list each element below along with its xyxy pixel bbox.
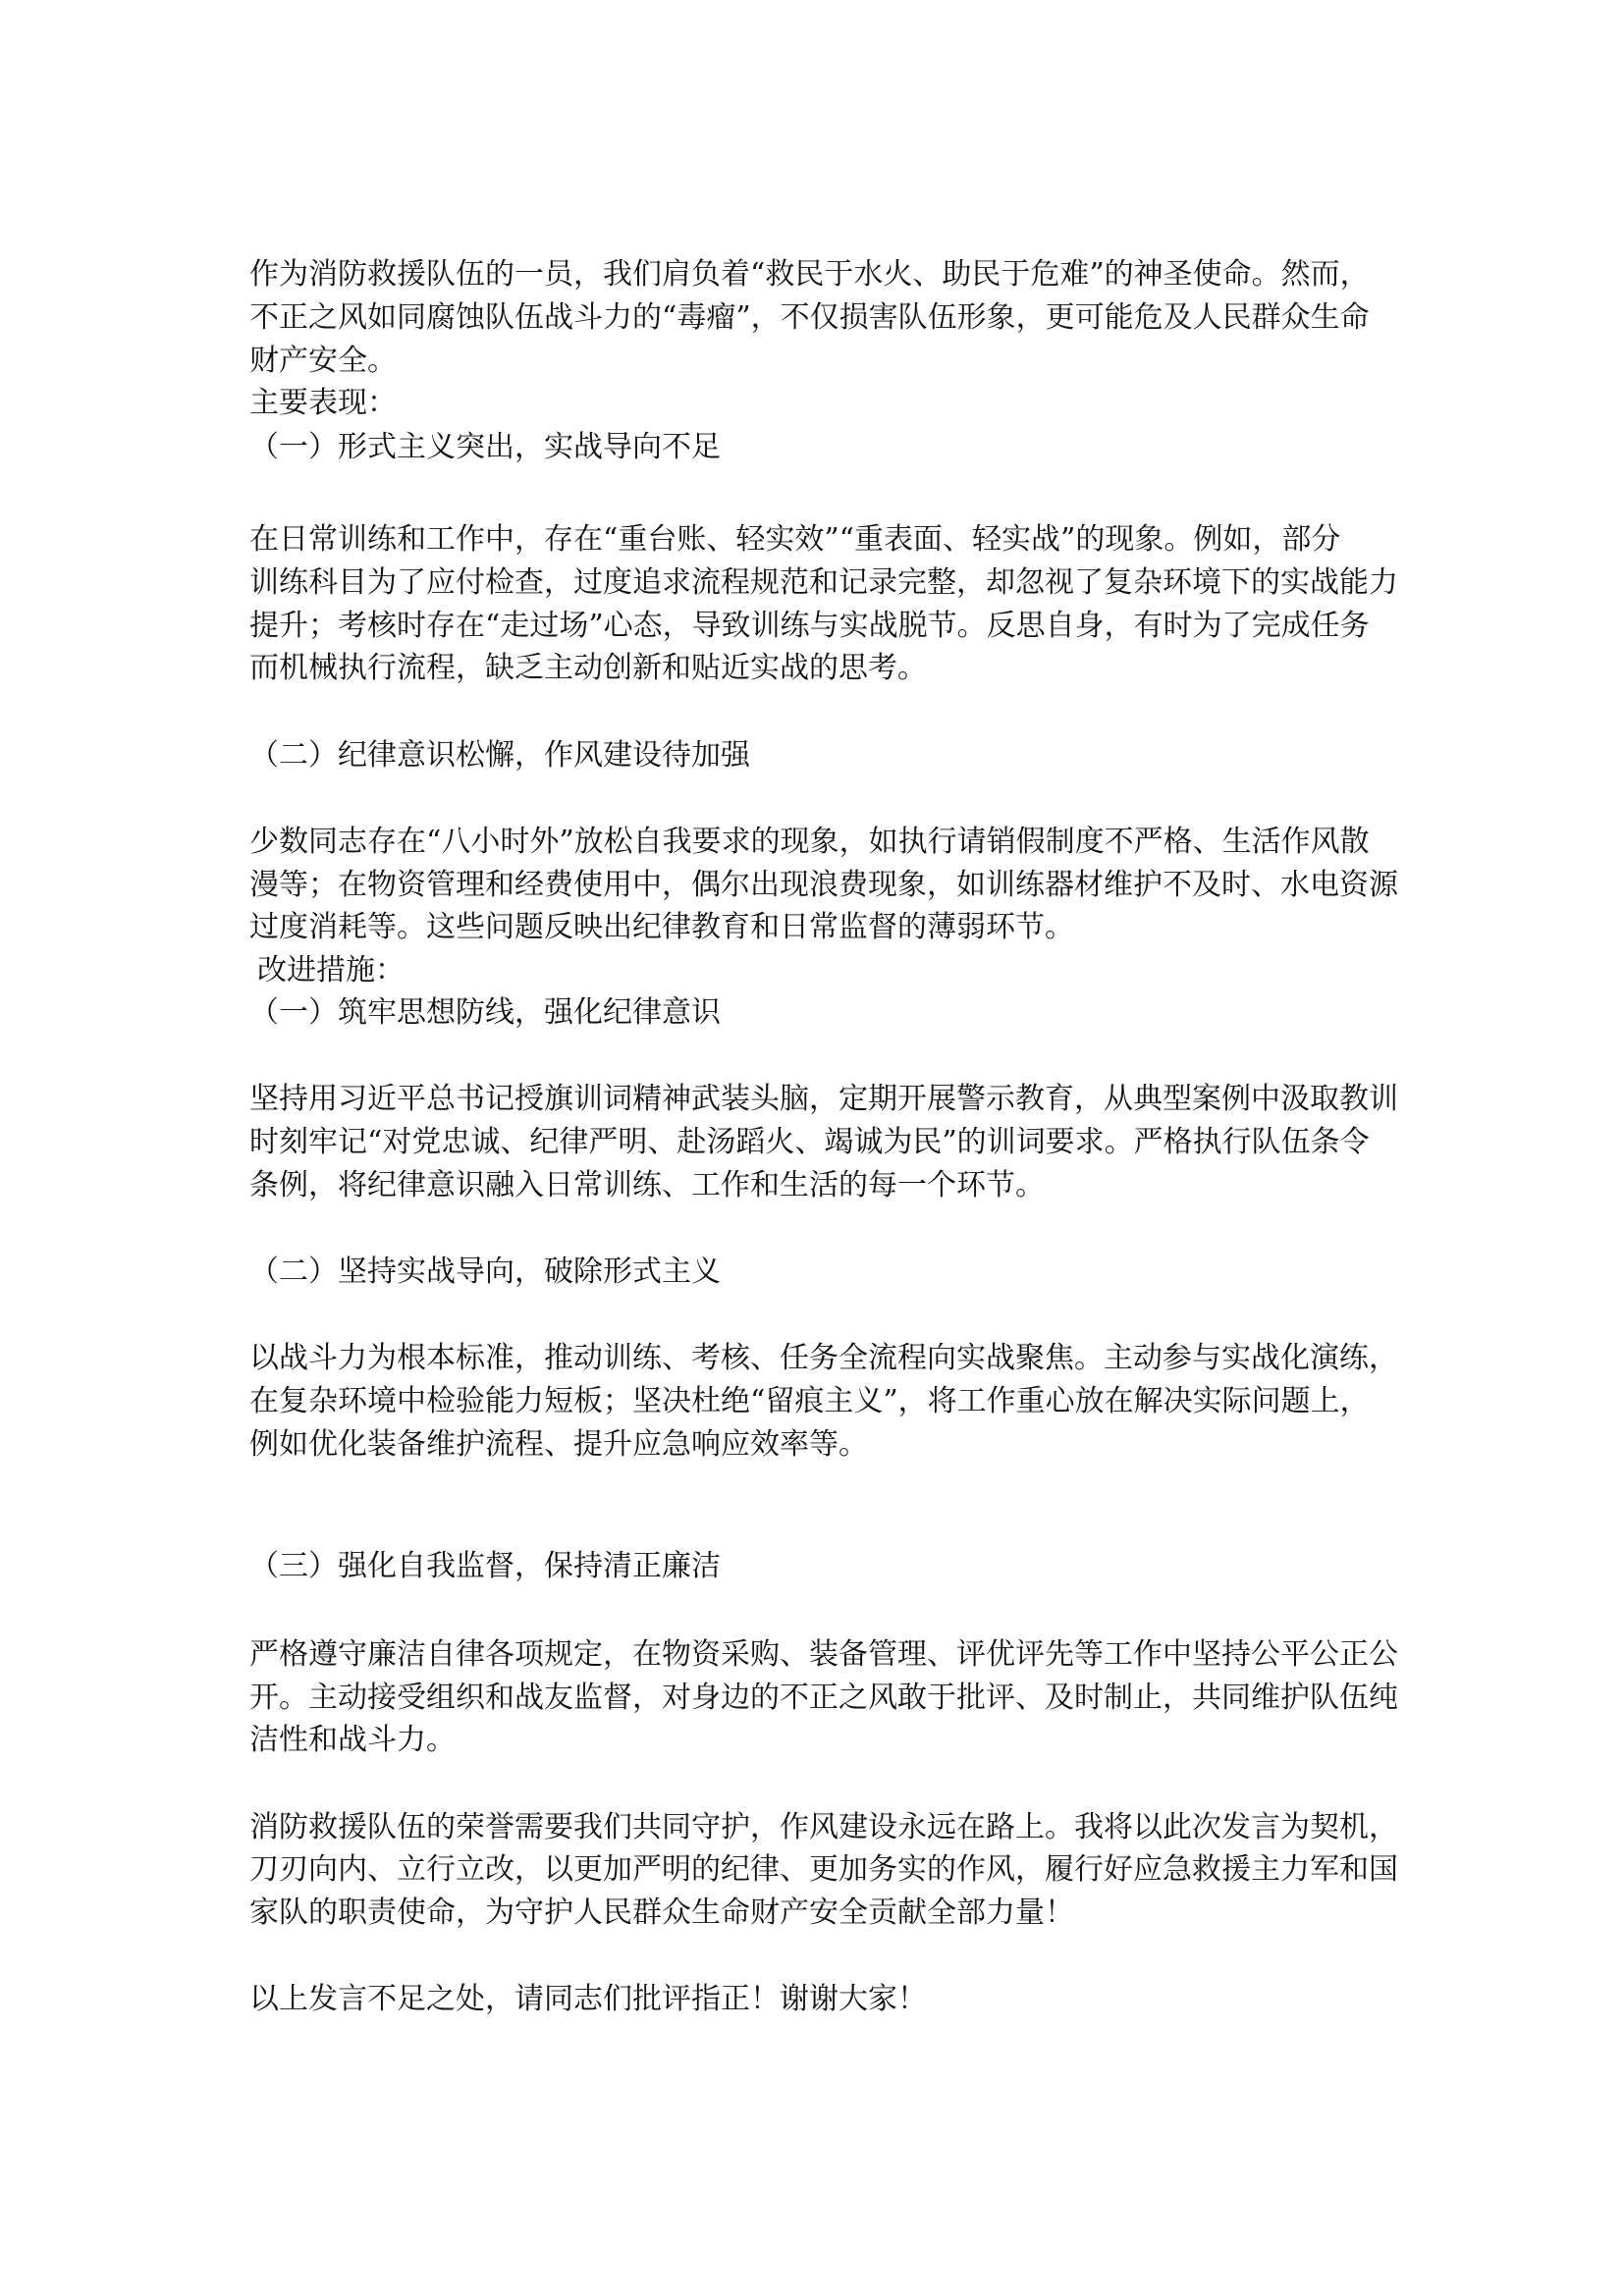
body-paragraph-line: 训练科目为了应付检查，过度追求流程规范和记录完整，却忽视了复杂环境下的实战能力 (249, 565, 1398, 600)
body-paragraph-line: 开。主动接受组织和战友监督，对身边的不正之风敢于批评、及时制止，共同维护队伍纯 (249, 1681, 1398, 1715)
body-paragraph-line: 过度消耗等。这些问题反映出纪律教育和日常监督的薄弱环节。 (249, 910, 1074, 944)
body-paragraph-line: 严格遵守廉洁自律各项规定，在物资采购、装备管理、评优评先等工作中坚持公平公正公 (249, 1637, 1398, 1672)
subheading-line: （二）坚持实战导向，破除形式主义 (249, 1255, 721, 1289)
intro-paragraph-line: 不正之风如同腐蚀队伍战斗力的“毒瘤”，不仅损害队伍形象，更可能危及人民群众生命 (249, 300, 1370, 335)
body-paragraph-line: 漫等；在物资管理和经费使用中，偶尔出现浪费现象，如训练器材维护不及时、水电资源 (249, 868, 1398, 902)
body-paragraph-line: 条例，将纪律意识融入日常训练、工作和生活的每一个环节。 (249, 1168, 1045, 1202)
body-paragraph-line: 例如优化装备维护流程、提升应急响应效率等。 (249, 1427, 868, 1462)
body-paragraph-line: 而机械执行流程，缺乏主动创新和贴近实战的思考。 (249, 651, 927, 685)
section-heading-problems-line: 主要表现： (249, 386, 397, 420)
body-paragraph-line: 坚持用习近平总书记授旗训词精神武装头脑，定期开展警示教育，从典型案例中汲取教训 (249, 1082, 1398, 1116)
subheading-line: （二）纪律意识松懈，作风建设待加强 (249, 738, 750, 773)
closing-remark-line: 以上发言不足之处，请同志们批评指正！谢谢大家！ (249, 1982, 927, 2016)
subheading-line: （三）强化自我监督，保持清正廉洁 (249, 1549, 721, 1583)
intro-paragraph-line: 作为消防救援队伍的一员，我们肩负着“救民于水火、助民于危难”的神圣使命。然而， (249, 257, 1370, 292)
intro-paragraph-line: 财产安全。 (249, 344, 397, 378)
body-paragraph-line: 时刻牢记“对党忠诚、纪律严明、赴汤蹈火、竭诚为民”的训词要求。严格执行队伍条令 (249, 1125, 1370, 1159)
body-paragraph-line: 洁性和战斗力。 (249, 1723, 456, 1757)
closing-paragraph-line: 家队的职责使命，为守护人民群众生命财产安全贡献全部力量！ (249, 1896, 1074, 1930)
subheading-line: （一）筑牢思想防线，强化纪律意识 (249, 995, 721, 1030)
section-heading-measures-line: 改进措施： (257, 953, 405, 988)
body-paragraph-line: 在日常训练和工作中，存在“重台账、轻实效”“重表面、轻实战”的现象。例如，部分 (249, 522, 1341, 557)
body-paragraph-line: 提升；考核时存在“走过场”心态，导致训练与实战脱节。反思自身，有时为了完成任务 (249, 609, 1370, 643)
closing-paragraph-line: 刀刃向内、立行立改，以更加严明的纪律、更加务实的作风，履行好应急救援主力军和国 (249, 1852, 1398, 1887)
body-paragraph-line: 少数同志存在“八小时外”放松自我要求的现象，如执行请销假制度不严格、生活作风散 (249, 825, 1370, 859)
closing-paragraph-line: 消防救援队伍的荣誉需要我们共同守护，作风建设永远在路上。我将以此次发言为契机， (249, 1810, 1398, 1844)
body-paragraph-line: 在复杂环境中检验能力短板；坚决杜绝“留痕主义”，将工作重心放在解决实际问题上， (249, 1384, 1370, 1418)
body-paragraph-line: 以战斗力为根本标准，推动训练、考核、任务全流程向实战聚焦。主动参与实战化演练， (249, 1341, 1398, 1375)
subheading-line: （一）形式主义突出，实战导向不足 (249, 430, 721, 464)
